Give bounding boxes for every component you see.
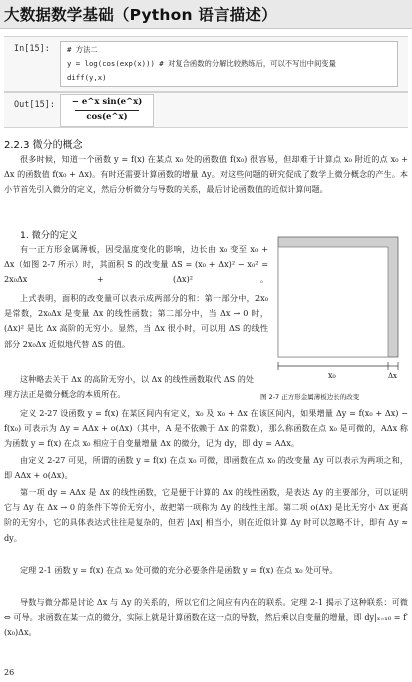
code-output-cell xyxy=(4,92,408,128)
code-line-assignment: y = log(cos(exp(x))) # 对复合函数的分解比较熟练后，可以不写出中间变量 xyxy=(67,59,336,68)
running-header xyxy=(0,0,412,29)
fraction-numerator: − e^x sin(e^x) xyxy=(71,97,143,107)
definition-2-27: 定义 2-27 设函数 y = f(x) 在某区间内有定义，x₀ 及 x₀ + Δx 在该区间内，如果增量 Δy = f(x₀ + Δx) − f(x₀) 可表示为 Δy = AΔx + o(Δx)（其中，A 是不依赖于 Δx 的常数），那么称函数在点 x₀ 是可微的，AΔx 称为函数 y = f(x) 在点 x₀ 相应于自变量增量 Δx 的微分，记为 dy，即 dy = AΔx。 xyxy=(4,408,408,449)
original-square xyxy=(278,247,388,357)
code-line-diff: diff(y,x) xyxy=(67,73,107,82)
square-plate-diagram xyxy=(272,231,408,381)
intro-paragraph: 很多时候，知道一个函数 y = f(x) 在某点 x₀ 处的函数值 f(x₀) 很容易，但却难于计算点 x₀ 附近的点 x₀ + Δx 的函数值 f(x₀ + Δx)。有时还需要计算函数的增量 Δy。对这些问题的研究促成了数学上微分概念的产生。本小节首先引入微分的定义，然后分析微分与导数的关系，最后讨论函数值的近似计算问题。 xyxy=(4,154,408,195)
input-prompt: In[15]: xyxy=(14,44,50,54)
label-x0: x₀ xyxy=(328,371,336,380)
fraction-bar xyxy=(75,110,139,111)
label-dx: Δx xyxy=(388,372,398,380)
theorem-2-1: 定理 2-1 函数 y = f(x) 在点 x₀ 处可微的充分必要条件是函数 y = f(x) 在点 x₀ 处可导。 xyxy=(20,565,338,575)
section-heading: 2.2.3 微分的概念 xyxy=(4,140,83,151)
code-line-comment: # 方法二 xyxy=(67,45,98,54)
body-paragraph-3: 由定义 2-27 可见，所谓的函数 y = f(x) 在点 x₀ 可微，即函数在点 x₀ 的改变量 Δy 可以表示为两项之和，即 AΔx + o(Δx)。 xyxy=(4,455,408,481)
body-paragraph-4: 第一项 dy = AΔx 是 Δx 的线性函数，它是便于计算的 Δx 的线性函数，是表达 Δy 的主要部分，可以证明它与 Δy 在 Δx → 0 的条件下等价无穷小，故把第一项称为 Δy 的线性主部。第二项 o(Δx) 是比无穷小 Δx 更高阶的无穷小，它的具体表达式往往是复杂的，但若 |Δx| 相当小，则在近似计算 Δy 时可以忽略不计，即有 Δy ≈ dy。 xyxy=(4,487,408,543)
output-prompt: Out[15]: xyxy=(14,100,55,110)
wrap-paragraph-1: 有一正方形金属薄板，因受温度变化的影响，边长由 x₀ 变至 x₀ + Δx（如图 2-7 所示）时，其面积 S 的改变量 ΔS = (x₀ + Δx)² − x₀² = 2x₀Δx + (Δx)²。 xyxy=(4,244,268,285)
subsection-heading: 1. 微分的定义 xyxy=(20,230,78,241)
code-editor[interactable] xyxy=(60,41,398,87)
code-input-cell xyxy=(4,36,408,92)
body-paragraph-1: 这种略去关于 Δx 的高阶无穷小，以 Δx 的线性函数取代 ΔS 的处理方法正是微分概念的本质所在。 xyxy=(4,374,254,400)
output-result xyxy=(60,94,154,127)
page-number: 26 xyxy=(4,668,15,677)
body-paragraph-6: 导数与微分都是讨论 Δx 与 Δy 的关系的，所以它们之间应有内在的联系。定理 2-1 揭示了这种联系：可微 ⇔ 可导。求函数在某一点的微分，实际上就是计算函数在这一点的导数，然后乘以自变量的增量，即 dy|ₓ₌ₓ₀ = f′(x₀)Δx。 xyxy=(4,597,408,638)
wrap-paragraph-2: 上式表明，面积的改变量可以表示成两部分的和：第一部分中，2x₀ 是常数，2x₀Δx 是变量 Δx 的线性函数；第二部分中，当 Δx → 0 时，(Δx)² 是比 Δx 高阶的无穷小。显然，当 Δx 很小时，可以用 ΔS 的线性部分 2x₀Δx 近似地代替 ΔS 的值。 xyxy=(4,293,268,349)
figure-caption: 图 2-7 正方形金属薄板边长的改变 xyxy=(260,393,360,401)
book-title: 大数据数学基础（Python 语言描述） xyxy=(4,6,277,24)
figure-square-plate xyxy=(272,231,408,381)
fraction-denominator: cos(e^x) xyxy=(86,112,128,122)
